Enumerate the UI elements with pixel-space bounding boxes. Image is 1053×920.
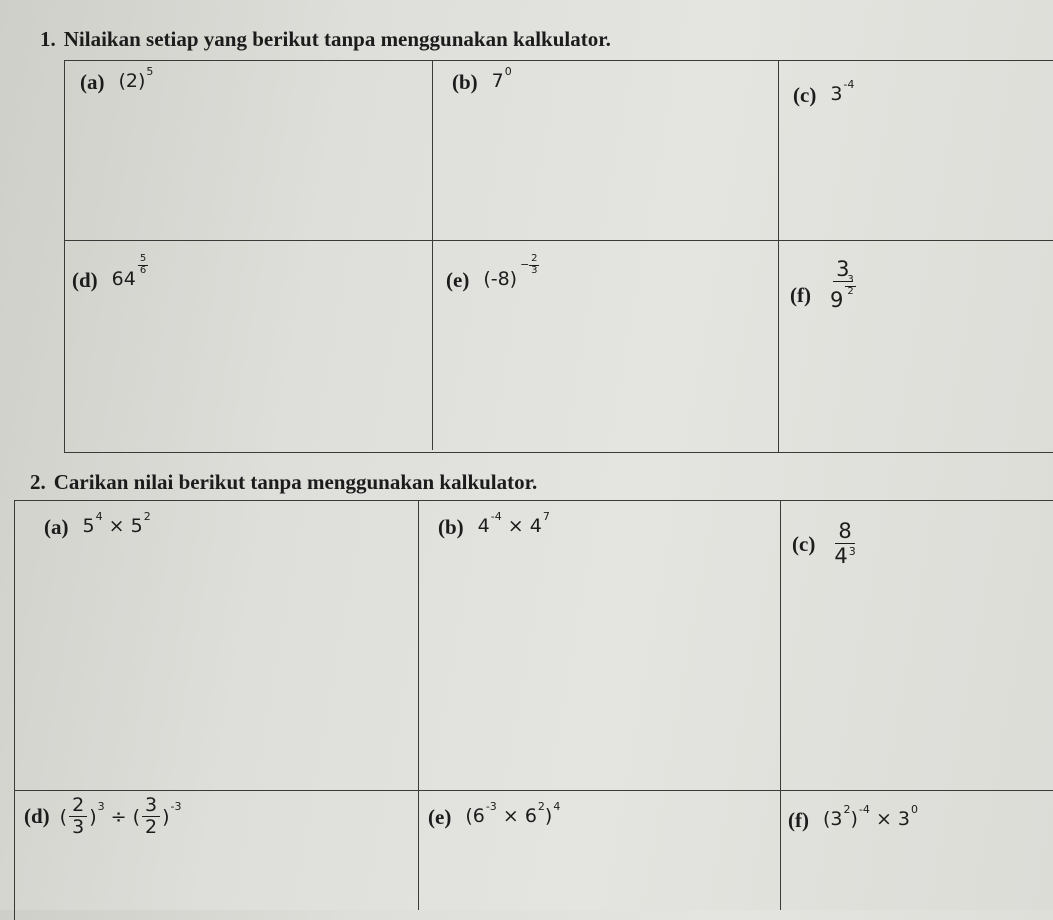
q2-item-a xyxy=(44,509,151,540)
question-2-number: 2. xyxy=(30,470,46,494)
expression: 64 5 6 xyxy=(111,253,147,290)
q2-item-e xyxy=(428,799,561,830)
item-label: (e) xyxy=(446,268,470,292)
expression: 7 $^0$ xyxy=(491,64,512,92)
question-2-title xyxy=(30,470,537,495)
q1-item-a xyxy=(80,64,154,95)
item-label: (c) xyxy=(792,531,816,556)
item-label: (a) xyxy=(80,70,105,94)
q1-item-c xyxy=(793,77,855,108)
item-label: (b) xyxy=(452,70,478,94)
item-label: (d) xyxy=(24,804,50,829)
q1-item-e xyxy=(446,253,539,293)
item-label: (c) xyxy=(793,83,817,107)
q1-item-f xyxy=(790,258,861,312)
item-label: (e) xyxy=(428,805,452,829)
q1-column-divider xyxy=(432,60,433,450)
expression: ( 3 $^2$ ) $^{-4}$ × 3 $^0$ xyxy=(822,802,918,830)
expression: ( 6 $^{-3}$ × 6 $^2$ ) $^4$ xyxy=(465,799,561,827)
question-2-text: Carikan nilai berikut tanpa menggunakan kalkulator. xyxy=(53,470,538,494)
q2-item-f xyxy=(788,802,918,833)
question-1-title xyxy=(40,27,611,52)
expression: 3 9 3 2 xyxy=(829,257,854,313)
question-2-table xyxy=(14,500,1053,920)
question-1-text: Nilaikan setiap yang berikut tanpa menggunakan kalkulator. xyxy=(63,27,611,51)
q2-row-divider xyxy=(14,790,1053,791)
q1-item-d xyxy=(72,253,148,293)
item-label: (f) xyxy=(790,282,811,307)
expression: ( $\frac{2}{3}$ ) $^3$ ÷ ( $\frac{3}{2}$ ) $^{-3}$ xyxy=(59,794,182,838)
q2-item-c xyxy=(792,520,861,568)
item-label: (f) xyxy=(788,808,809,832)
q1-row-divider xyxy=(64,240,1053,241)
expression: $\frac{8}{4^3}$ xyxy=(834,519,856,569)
q1-column-divider xyxy=(778,60,779,453)
q1-item-b xyxy=(452,64,512,95)
item-label: (a) xyxy=(44,515,69,539)
question-1-number: 1. xyxy=(40,27,56,51)
expression: 3 $^{-4}$ xyxy=(830,77,855,105)
expression: 4 $^{-4}$ × 4 $^7$ xyxy=(477,509,550,537)
expression: (2) $^5$ xyxy=(118,64,154,92)
expression: 5 $^4$ × 5 $^2$ xyxy=(82,509,151,537)
item-label: (b) xyxy=(438,515,464,539)
q2-item-d xyxy=(24,795,182,839)
q2-column-divider xyxy=(418,500,419,910)
expression: (-8) − 2 3 xyxy=(483,268,539,290)
question-1-table xyxy=(64,60,1053,453)
q2-item-b xyxy=(438,509,550,540)
q2-column-divider xyxy=(780,500,781,910)
item-label: (d) xyxy=(72,268,98,292)
